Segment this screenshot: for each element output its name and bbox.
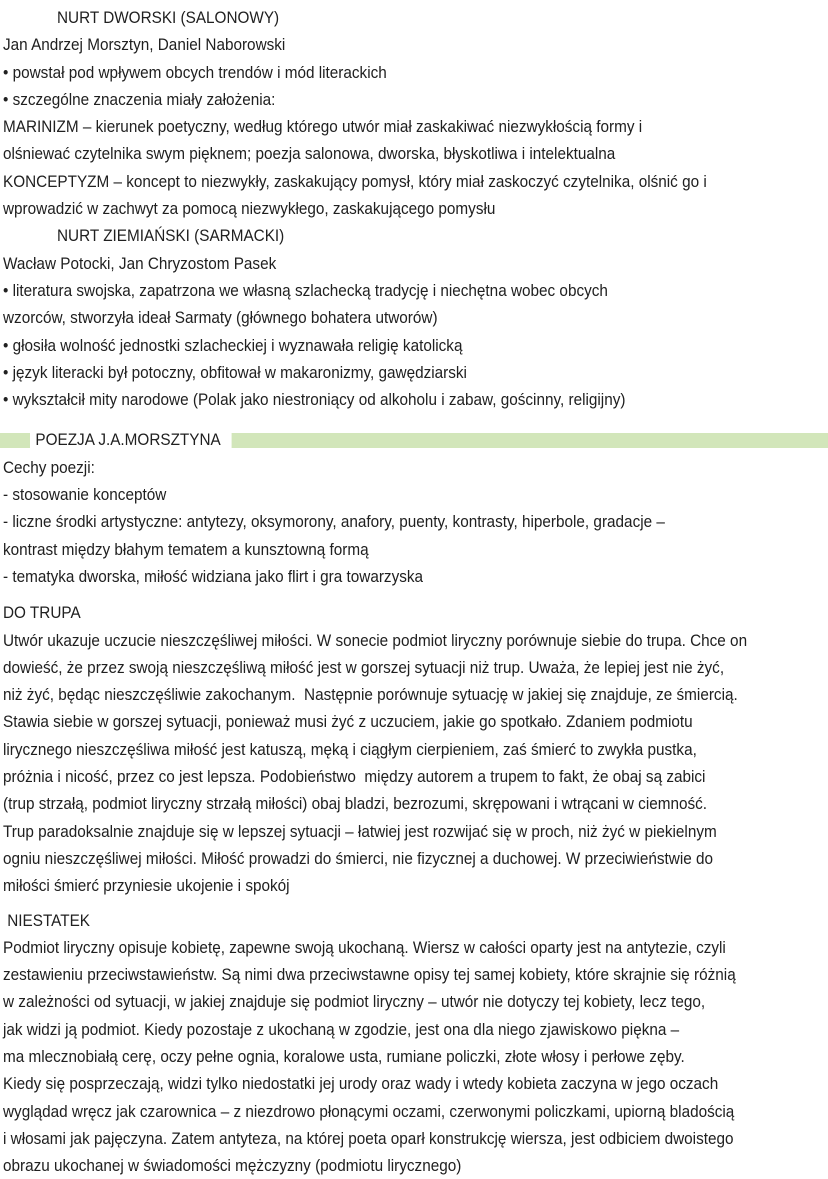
text-line: • szczególne znaczenia miały założenia: xyxy=(3,86,746,113)
text-line: i włosami jak pajęczyna. Zatem antyteza, na której poeta oparł konstrukcję wiersza, jest odbiciem dwoistego xyxy=(3,1125,746,1152)
text-line: lirycznego nieszczęśliwa miłość jest katuszą, męką i ciągłym cierpieniem, zaś śmierć to zwykła pustka, xyxy=(3,736,746,763)
text-line: zestawieniu przeciwstawieństw. Są nimi dwa przeciwstawne opisy tej samej kobiety, które skrajnie się różnią xyxy=(3,961,746,988)
text-line: NIESTATEK xyxy=(3,907,746,934)
text-line: Utwór ukazuje uczucie nieszczęśliwej miłości. W sonecie podmiot liryczny porównuje siebie do trupa. Chce on xyxy=(3,627,746,654)
section-nurt-dworski-i-ziemianski xyxy=(3,4,828,413)
text-line: wzorców, stworzyła ideał Sarmaty (głównego bohatera utworów) xyxy=(3,304,746,331)
text-line: ogniu nieszczęśliwej miłości. Miłość prowadzi do śmierci, nie fizycznej a duchowej. W przeciwieństwie do xyxy=(3,845,746,872)
text-line: obrazu ukochanej w świadomości mężczyzny (podmiotu lirycznego) xyxy=(3,1152,746,1179)
section-heading: NURT DWORSKI (SALONOWY) xyxy=(3,4,746,31)
text-line: wyglądad wręcz jak czarownica – z niezdrowo płonącymi oczami, czerwonymi policzkami, upiorną bladością xyxy=(3,1098,746,1125)
text-line: w zależności od sytuacji, w jakiej znajduje się podmiot liryczny – utwór nie dotyczy tej kobiety, lecz tego, xyxy=(3,988,746,1015)
section-heading-text: POEZJA J.A.MORSZTYNA xyxy=(30,426,232,453)
text-line: • głosiła wolność jednostki szlacheckiej i wyznawała religię katolicką xyxy=(3,332,746,359)
text-line: miłości śmierć przyniesie ukojenie i spokój xyxy=(3,872,746,899)
text-line: MARINIZM – kierunek poetyczny, według którego utwór miał zaskakiwać niezwykłością formy i xyxy=(3,113,746,140)
section-heading: NURT ZIEMIAŃSKI (SARMACKI) xyxy=(3,222,746,249)
text-line: kontrast między błahym tematem a kunsztowną formą xyxy=(3,536,746,563)
text-line: • powstał pod wpływem obcych trendów i mód literackich xyxy=(3,59,746,86)
text-line: - liczne środki artystyczne: antytezy, oksymorony, anafory, puenty, kontrasty, hiperbole, gradacje – xyxy=(3,508,746,535)
text-line: niż żyć, będąc nieszczęśliwie zakochanym. Następnie porównuje sytuację w jakiej się znajduje, ze śmiercią. xyxy=(3,681,746,708)
text-line: Kiedy się posprzeczają, widzi tylko niedostatki jej urody oraz wady i wtedy kobieta zaczyna w jego oczach xyxy=(3,1070,746,1097)
text-line: dowieść, że przez swoją nieszczęśliwą miłość jest w gorszej sytuacji niż trup. Uważa, że lepiej jest nie żyć, xyxy=(3,654,746,681)
text-line: Cechy poezji: xyxy=(3,454,746,481)
text-line: KONCEPTYZM – koncept to niezwykły, zaskakujący pomysł, który miał zaskoczyć czytelnika, olśnić go i xyxy=(3,168,746,195)
text-line: • wykształcił mity narodowe (Polak jako niestroniący od alkoholu i zabaw, gościnny, religijny) xyxy=(3,386,746,413)
text-line: olśniewać czytelnika swym pięknem; poezja salonowa, dworska, błyskotliwa i intelektualna xyxy=(3,140,746,167)
text-line: Wacław Potocki, Jan Chryzostom Pasek xyxy=(3,250,746,277)
section-niestatek xyxy=(3,907,828,1179)
highlighted-section-heading xyxy=(3,426,828,453)
text-line: - stosowanie konceptów xyxy=(3,481,746,508)
text-line: Jan Andrzej Morsztyn, Daniel Naborowski xyxy=(3,31,746,58)
text-line: Stawia siebie w gorszej sytuacji, ponieważ musi żyć z uczuciem, jakie go spotkało. Zdaniem podmiotu xyxy=(3,708,746,735)
text-line: DO TRUPA xyxy=(3,599,746,626)
text-line: wprowadzić w zachwyt za pomocą niezwykłego, zaskakującego pomysłu xyxy=(3,195,746,222)
text-line: • język literacki był potoczny, obfitował w makaronizmy, gawędziarski xyxy=(3,359,746,386)
section-do-trupa xyxy=(3,599,828,899)
text-line: • literatura swojska, zapatrzona we własną szlachecką tradycję i niechętna wobec obcych xyxy=(3,277,746,304)
text-line: ma mlecznobiałą cerę, oczy pełne ognia, koralowe usta, rumiane policzki, złote włosy i perłowe zęby. xyxy=(3,1043,746,1070)
text-line: Trup paradoksalnie znajduje się w lepszej sytuacji – łatwiej jest rozwijać się w proch, niż żyć w piekielnym xyxy=(3,818,746,845)
text-line: próżnia i nicość, przez co jest lepsza. Podobieństwo między autorem a trupem to fakt, że obaj są zabici xyxy=(3,763,746,790)
text-line: (trup strzałą, podmiot liryczny strzałą miłości) obaj bladzi, bezrozumi, skrępowani i wtrącani w ciemność. xyxy=(3,790,746,817)
text-line: jak widzi ją podmiot. Kiedy pozostaje z ukochaną w zgodzie, jest ona dla niego zjawiskowo piękna – xyxy=(3,1016,746,1043)
text-line: Podmiot liryczny opisuje kobietę, zapewne swoją ukochaną. Wiersz w całości oparty jest na antytezie, czyli xyxy=(3,934,746,961)
text-line: - tematyka dworska, miłość widziana jako flirt i gra towarzyska xyxy=(3,563,746,590)
section-poezja-morsztyna xyxy=(3,426,828,590)
